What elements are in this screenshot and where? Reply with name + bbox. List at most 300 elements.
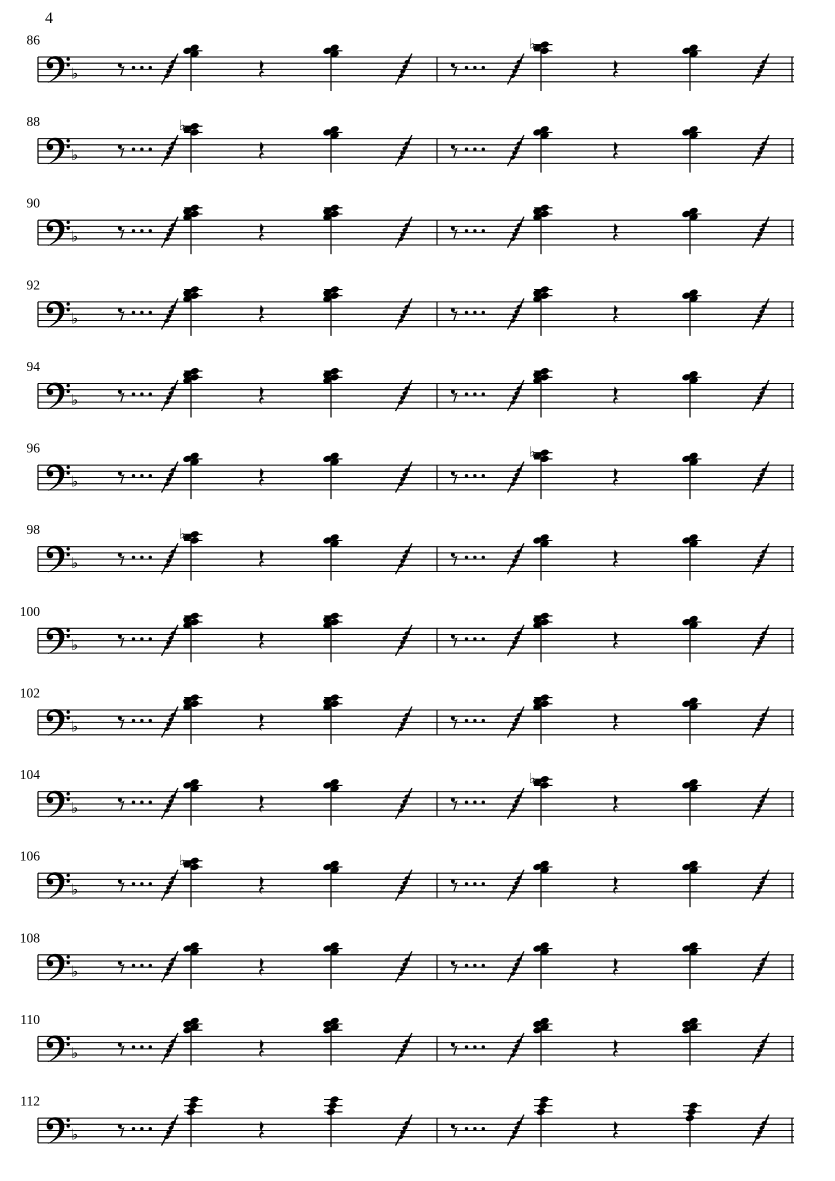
grace-flag: [171, 311, 173, 313]
staff-system-112: [20, 1094, 794, 1148]
grace-flag: [175, 465, 177, 467]
rest-dot: [473, 474, 476, 477]
grace-flag: [764, 61, 766, 63]
rest-dot: [465, 964, 468, 967]
rest-dot: [149, 392, 152, 395]
rest-dot: [465, 801, 468, 804]
grace-flag: [515, 479, 517, 481]
grace-flag: [760, 71, 762, 73]
grace-flag: [766, 302, 768, 304]
grace-flag: [407, 61, 409, 63]
rest-dot: [465, 1045, 468, 1048]
notehead: [326, 1108, 336, 1116]
key-signature-flat-icon: ♭: [71, 717, 79, 736]
grace-flag: [517, 148, 519, 150]
grace-flag: [405, 1127, 407, 1129]
chord: [322, 204, 342, 255]
grace-flag: [405, 882, 407, 884]
chord: [681, 860, 701, 908]
chord: [681, 288, 701, 336]
rest-dot: [482, 1045, 485, 1048]
rest-dot: [482, 229, 485, 232]
grace-flag: [173, 551, 175, 553]
chord: [529, 445, 553, 499]
rest-dot: [140, 1045, 143, 1048]
grace-flag: [762, 882, 764, 884]
rest-dot: [465, 474, 468, 477]
grace-flag: [403, 479, 405, 481]
grace-flag: [403, 316, 405, 318]
key-signature-flat-icon: ♭: [71, 64, 79, 83]
grace-flag: [403, 397, 405, 399]
grace-flag: [407, 551, 409, 553]
grace-flag: [403, 969, 405, 971]
grace-flag: [169, 234, 171, 236]
measure-number: 108: [19, 930, 40, 946]
grace-flag: [766, 710, 768, 712]
rest-dot: [132, 719, 135, 722]
chord: [182, 43, 202, 91]
grace-flag: [403, 1050, 405, 1052]
grace-flag: [171, 1045, 173, 1047]
rest-dot: [482, 556, 485, 559]
measure-number: 86: [26, 32, 40, 48]
rest-dot: [482, 148, 485, 151]
grace-flag: [766, 873, 768, 875]
chord: [681, 615, 701, 663]
grace-flag: [171, 474, 173, 476]
grace-flag: [175, 1118, 177, 1120]
grace-flag: [403, 560, 405, 562]
grace-flag: [762, 311, 764, 313]
grace-flag: [175, 873, 177, 875]
grace-flag: [171, 229, 173, 231]
grace-flag: [766, 1118, 768, 1120]
chord: [182, 612, 202, 663]
rest-dot: [465, 1127, 468, 1130]
grace-flag: [405, 393, 407, 395]
notehead: [687, 1108, 697, 1116]
grace-flag: [764, 1041, 766, 1043]
grace-flag: [175, 383, 177, 385]
grace-flag: [407, 1041, 409, 1043]
grace-flag: [517, 637, 519, 639]
grace-flag: [169, 479, 171, 481]
measure-number: 112: [20, 1093, 40, 1109]
grace-flag: [169, 1050, 171, 1052]
chord: [681, 452, 701, 500]
grace-flag: [515, 71, 517, 73]
grace-flag: [407, 469, 409, 471]
rest-dot: [149, 229, 152, 232]
grace-flag: [173, 878, 175, 880]
rest-dot: [132, 637, 135, 640]
chord: [532, 204, 552, 255]
grace-flag: [405, 229, 407, 231]
grace-flag: [519, 1041, 521, 1043]
measure-number: 88: [26, 114, 40, 130]
grace-flag: [405, 148, 407, 150]
grace-flag: [407, 633, 409, 635]
staff-system-88: [27, 114, 795, 173]
grace-flag: [760, 316, 762, 318]
grace-flag: [760, 724, 762, 726]
grace-flag: [173, 796, 175, 798]
measure-number: 92: [26, 277, 40, 293]
grace-flag: [407, 959, 409, 961]
rest-dot: [149, 1045, 152, 1048]
grace-flag: [521, 138, 523, 140]
chord: [532, 285, 552, 336]
key-signature-flat-icon: ♭: [71, 391, 79, 409]
chord: [322, 860, 342, 908]
grace-flag: [515, 560, 517, 562]
grace-flag: [405, 556, 407, 558]
chord: [681, 778, 701, 826]
rest-dot: [482, 392, 485, 395]
grace-flag: [521, 954, 523, 956]
rest-dot: [140, 392, 143, 395]
grace-flag: [403, 887, 405, 889]
grace-flag: [171, 1127, 173, 1129]
key-signature-flat-icon: ♭: [71, 227, 79, 246]
grace-flag: [521, 465, 523, 467]
grace-flag: [764, 306, 766, 308]
key-signature-flat-icon: ♭: [71, 635, 79, 654]
grace-flag: [169, 887, 171, 889]
grace-flag: [521, 220, 523, 222]
rest-dot: [149, 637, 152, 640]
grace-flag: [173, 1122, 175, 1124]
grace-flag: [405, 801, 407, 803]
page-number: 4: [45, 10, 53, 27]
flat-accidental-icon: ♭: [529, 444, 536, 461]
rest-dot: [473, 392, 476, 395]
grace-flag: [175, 954, 177, 956]
chord: [532, 125, 552, 173]
rest-dot: [465, 148, 468, 151]
chord: [532, 533, 552, 581]
grace-flag: [171, 801, 173, 803]
grace-flag: [173, 714, 175, 716]
grace-flag: [405, 637, 407, 639]
grace-flag: [409, 383, 411, 385]
chord: [322, 612, 342, 663]
grace-flag: [515, 642, 517, 644]
staff-system-104: [20, 767, 794, 826]
rest-dot: [149, 882, 152, 885]
rest-dot: [473, 637, 476, 640]
rest-dot: [149, 801, 152, 804]
grace-flag: [519, 878, 521, 880]
grace-flag: [764, 388, 766, 390]
grace-flag: [169, 642, 171, 644]
grace-flag: [766, 1036, 768, 1038]
chord: [681, 941, 701, 989]
chord: [322, 43, 342, 91]
chord: [529, 771, 553, 825]
grace-flag: [762, 66, 764, 68]
grace-flag: [517, 1045, 519, 1047]
grace-flag: [766, 383, 768, 385]
staff-system-110: [20, 1012, 794, 1066]
grace-flag: [171, 556, 173, 558]
rest-dot: [482, 719, 485, 722]
grace-flag: [762, 1127, 764, 1129]
grace-flag: [521, 628, 523, 630]
rest-dot: [132, 1045, 135, 1048]
measure-number: 96: [26, 440, 40, 456]
chord: [182, 285, 202, 336]
rest-dot: [149, 474, 152, 477]
grace-flag: [409, 465, 411, 467]
rest-dot: [132, 556, 135, 559]
rest-dot: [473, 229, 476, 232]
key-signature-flat-icon: ♭: [71, 962, 79, 981]
rest-dot: [132, 148, 135, 151]
grace-flag: [171, 637, 173, 639]
grace-flag: [173, 61, 175, 63]
grace-flag: [519, 143, 521, 145]
grace-flag: [175, 220, 177, 222]
grace-flag: [521, 57, 523, 59]
grace-flag: [521, 1036, 523, 1038]
rest-dot: [473, 148, 476, 151]
grace-flag: [766, 628, 768, 630]
grace-flag: [409, 710, 411, 712]
grace-flag: [760, 969, 762, 971]
grace-flag: [519, 714, 521, 716]
grace-flag: [173, 469, 175, 471]
grace-flag: [405, 964, 407, 966]
measure-number: 106: [19, 848, 40, 864]
rest-dot: [149, 719, 152, 722]
grace-flag: [403, 1132, 405, 1134]
grace-flag: [515, 805, 517, 807]
grace-flag: [171, 148, 173, 150]
grace-flag: [515, 1132, 517, 1134]
rest-dot: [140, 801, 143, 804]
rest-dot: [140, 882, 143, 885]
grace-flag: [407, 388, 409, 390]
chord: [532, 367, 552, 418]
measure-number: 94: [26, 359, 40, 374]
grace-flag: [405, 1045, 407, 1047]
grace-flag: [762, 801, 764, 803]
grace-flag: [766, 791, 768, 793]
grace-flag: [760, 1132, 762, 1134]
rest-dot: [149, 964, 152, 967]
grace-flag: [173, 388, 175, 390]
staff-system-102: [20, 686, 794, 745]
grace-flag: [171, 719, 173, 721]
grace-flag: [760, 560, 762, 562]
chord: [182, 1017, 202, 1066]
rest-dot: [465, 719, 468, 722]
rest-dot: [140, 229, 143, 232]
rest-dot: [465, 229, 468, 232]
grace-flag: [517, 556, 519, 558]
flat-accidental-icon: ♭: [179, 526, 186, 543]
grace-flag: [515, 234, 517, 236]
grace-flag: [171, 66, 173, 68]
key-signature-flat-icon: ♭: [71, 146, 79, 165]
grace-flag: [766, 546, 768, 548]
rest-dot: [132, 392, 135, 395]
grace-flag: [405, 66, 407, 68]
chord: [182, 452, 202, 500]
grace-flag: [175, 138, 177, 140]
grace-flag: [764, 714, 766, 716]
grace-flag: [405, 474, 407, 476]
chord: [322, 125, 342, 173]
grace-flag: [169, 316, 171, 318]
measure-number: 90: [26, 195, 40, 211]
rest-dot: [140, 66, 143, 69]
rest-dot: [140, 556, 143, 559]
grace-flag: [519, 61, 521, 63]
rest-dot: [473, 556, 476, 559]
grace-flag: [403, 805, 405, 807]
grace-flag: [521, 302, 523, 304]
grace-flag: [760, 887, 762, 889]
chord: [681, 207, 701, 255]
rest-dot: [473, 801, 476, 804]
rest-dot: [465, 882, 468, 885]
grace-flag: [409, 546, 411, 548]
grace-flag: [409, 1118, 411, 1120]
grace-flag: [175, 57, 177, 59]
grace-flag: [407, 878, 409, 880]
grace-flag: [175, 546, 177, 548]
grace-flag: [764, 959, 766, 961]
rest-dot: [482, 1127, 485, 1130]
staff-system-108: [20, 930, 794, 989]
grace-flag: [762, 964, 764, 966]
grace-flag: [409, 791, 411, 793]
rest-dot: [465, 392, 468, 395]
rest-dot: [482, 66, 485, 69]
key-signature-flat-icon: ♭: [71, 1125, 79, 1144]
rest-dot: [482, 637, 485, 640]
staff-system-94: [27, 359, 795, 418]
rest-dot: [473, 964, 476, 967]
grace-flag: [764, 1122, 766, 1124]
staff-system-96: [27, 441, 795, 500]
notehead: [328, 1101, 338, 1109]
flat-accidental-icon: ♭: [179, 852, 186, 869]
rest-dot: [473, 719, 476, 722]
rest-dot: [482, 474, 485, 477]
grace-flag: [517, 229, 519, 231]
grace-flag: [175, 710, 177, 712]
grace-flag: [171, 964, 173, 966]
chord: [532, 612, 552, 663]
grace-flag: [407, 143, 409, 145]
grace-flag: [519, 306, 521, 308]
grace-flag: [169, 805, 171, 807]
grace-flag: [760, 234, 762, 236]
grace-flag: [517, 1127, 519, 1129]
chord: [182, 693, 202, 744]
rest-dot: [140, 474, 143, 477]
chord: [681, 43, 701, 91]
grace-flag: [515, 152, 517, 154]
rest-dot: [132, 801, 135, 804]
grace-flag: [173, 1041, 175, 1043]
chord: [182, 778, 202, 826]
staff-system-86: [27, 33, 795, 92]
grace-flag: [521, 791, 523, 793]
grace-flag: [403, 234, 405, 236]
grace-flag: [409, 954, 411, 956]
grace-flag: [764, 143, 766, 145]
grace-flag: [175, 302, 177, 304]
grace-flag: [173, 306, 175, 308]
staff-system-98: [27, 522, 795, 581]
key-signature-flat-icon: ♭: [71, 554, 79, 573]
grace-flag: [171, 882, 173, 884]
chord: [322, 452, 342, 500]
chord: [681, 696, 701, 744]
grace-flag: [405, 719, 407, 721]
grace-flag: [760, 1050, 762, 1052]
grace-flag: [407, 796, 409, 798]
rest-dot: [482, 964, 485, 967]
grace-flag: [519, 796, 521, 798]
grace-flag: [519, 469, 521, 471]
rest-dot: [132, 311, 135, 314]
grace-flag: [521, 1118, 523, 1120]
rest-dot: [473, 66, 476, 69]
grace-flag: [762, 556, 764, 558]
grace-flag: [175, 791, 177, 793]
chord: [532, 693, 552, 744]
chord: [534, 1095, 553, 1147]
rest-dot: [149, 556, 152, 559]
grace-flag: [519, 633, 521, 635]
rest-dot: [149, 66, 152, 69]
chord: [322, 533, 342, 581]
rest-dot: [132, 66, 135, 69]
grace-flag: [517, 393, 519, 395]
chord: [529, 37, 553, 91]
grace-flag: [766, 220, 768, 222]
grace-flag: [169, 397, 171, 399]
grace-flag: [519, 551, 521, 553]
chord: [322, 941, 342, 989]
measure-number: 98: [26, 522, 40, 538]
grace-flag: [175, 1036, 177, 1038]
measure-number: 104: [19, 767, 40, 783]
grace-flag: [517, 66, 519, 68]
grace-flag: [173, 225, 175, 227]
grace-flag: [517, 882, 519, 884]
chord: [322, 778, 342, 826]
key-signature-flat-icon: ♭: [71, 1043, 79, 1062]
rest-dot: [132, 229, 135, 232]
grace-flag: [521, 546, 523, 548]
grace-flag: [169, 1132, 171, 1134]
chord: [532, 941, 552, 989]
grace-flag: [169, 724, 171, 726]
grace-flag: [762, 148, 764, 150]
grace-flag: [517, 719, 519, 721]
grace-flag: [766, 57, 768, 59]
grace-flag: [173, 633, 175, 635]
grace-flag: [515, 724, 517, 726]
grace-flag: [173, 143, 175, 145]
